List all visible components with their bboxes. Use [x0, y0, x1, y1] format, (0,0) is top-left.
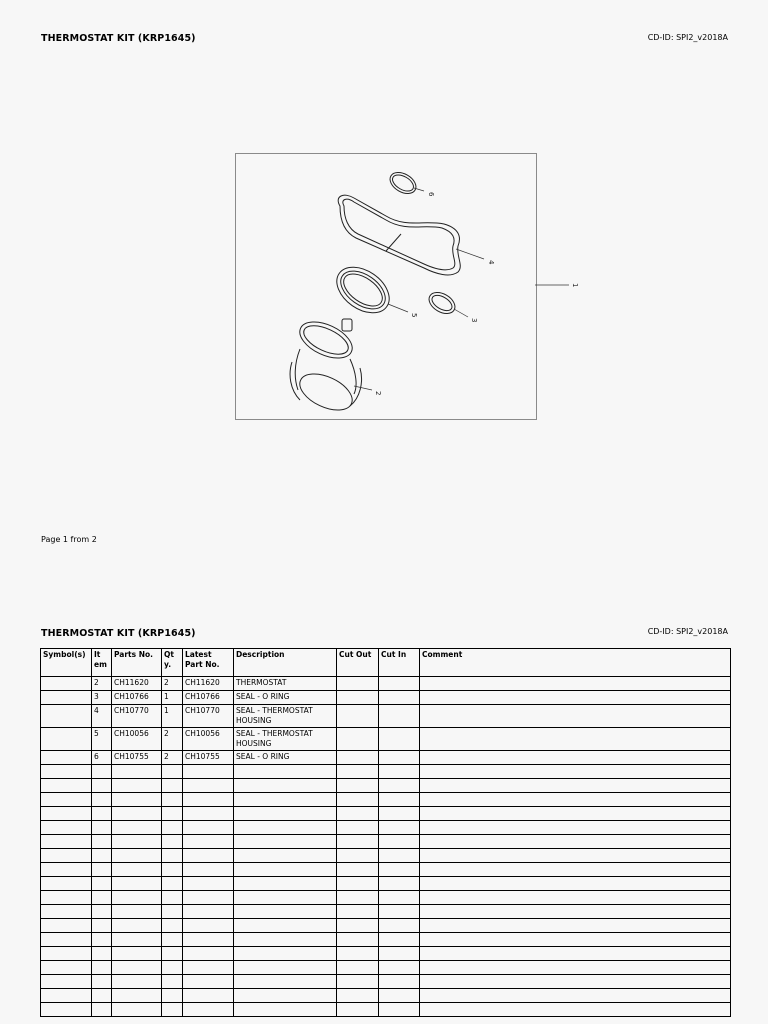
table-cell: CH10770 [183, 705, 234, 728]
table-cell [234, 919, 337, 933]
table-cell [183, 919, 234, 933]
table-cell: CH10056 [112, 728, 162, 751]
col-item: It em [92, 649, 112, 677]
table-cell [92, 975, 112, 989]
table-cell [41, 975, 92, 989]
table-cell [112, 975, 162, 989]
table-cell [92, 919, 112, 933]
table-cell [41, 691, 92, 705]
table-cell [41, 705, 92, 728]
table-cell: CH11620 [112, 677, 162, 691]
table-cell [41, 891, 92, 905]
table-cell [112, 905, 162, 919]
table-cell [379, 891, 420, 905]
table-cell [337, 765, 379, 779]
table-cell [420, 821, 731, 835]
o-ring-item-6 [386, 168, 419, 198]
table-cell [41, 933, 92, 947]
col-symbols: Symbol(s) [41, 649, 92, 677]
table-cell [112, 821, 162, 835]
table-cell [183, 807, 234, 821]
col-comment: Comment [420, 649, 731, 677]
table-cell [379, 691, 420, 705]
table-cell [183, 779, 234, 793]
table-cell [92, 807, 112, 821]
table-cell [183, 877, 234, 891]
table-cell [420, 975, 731, 989]
table-cell [420, 705, 731, 728]
table-row-empty [41, 975, 731, 989]
table-cell [41, 947, 92, 961]
table-cell [234, 989, 337, 1003]
table-cell [92, 863, 112, 877]
table-cell [337, 863, 379, 877]
table-row [41, 728, 731, 751]
col-parts-no: Parts No. [112, 649, 162, 677]
table-cell [183, 835, 234, 849]
table-cell [420, 751, 731, 765]
table-row-empty [41, 821, 731, 835]
table-cell [420, 891, 731, 905]
table-cell [41, 919, 92, 933]
table-row-empty [41, 891, 731, 905]
table-cell [41, 821, 92, 835]
table-cell: SEAL - THERMOSTAT HOUSING [234, 705, 337, 728]
table-cell [183, 975, 234, 989]
table-cell [183, 947, 234, 961]
table-cell [183, 961, 234, 975]
table-cell: 4 [92, 705, 112, 728]
table-cell [337, 877, 379, 891]
table-cell [379, 821, 420, 835]
table-cell [420, 779, 731, 793]
table-cell [379, 975, 420, 989]
table-cell [183, 989, 234, 1003]
callout-5: 5 [410, 313, 418, 318]
table-cell [92, 905, 112, 919]
table-cell [183, 849, 234, 863]
table-cell [162, 891, 183, 905]
col-qty: Qt y. [162, 649, 183, 677]
table-row [41, 691, 731, 705]
table-cell [41, 905, 92, 919]
table-cell [41, 807, 92, 821]
table-cell [41, 961, 92, 975]
table-cell [337, 975, 379, 989]
table-cell: 2 [162, 751, 183, 765]
table-cell [112, 947, 162, 961]
table-cell [379, 1003, 420, 1017]
table-cell [92, 891, 112, 905]
table-cell [420, 961, 731, 975]
table-cell [41, 877, 92, 891]
table-row-empty [41, 905, 731, 919]
page-number: Page 1 from 2 [41, 535, 97, 544]
table-cell: 3 [92, 691, 112, 705]
col-cut-out: Cut Out [337, 649, 379, 677]
table-row-empty [41, 877, 731, 891]
table-cell [162, 877, 183, 891]
table-cell [162, 905, 183, 919]
table-cell: 1 [162, 705, 183, 728]
col-description: Description [234, 649, 337, 677]
table-cell [337, 751, 379, 765]
table-cell [234, 849, 337, 863]
table-cell [337, 793, 379, 807]
table-cell [41, 863, 92, 877]
table-cell [420, 807, 731, 821]
table-cell [41, 835, 92, 849]
callout-2: 2 [374, 391, 382, 396]
table-cell [234, 1003, 337, 1017]
table-row-empty [41, 807, 731, 821]
table-cell [379, 705, 420, 728]
table-cell: 2 [162, 677, 183, 691]
table-cell [379, 933, 420, 947]
table-cell [112, 849, 162, 863]
table-cell [92, 933, 112, 947]
callout-6: 6 [427, 192, 435, 197]
table-cell [41, 849, 92, 863]
table-cell [234, 947, 337, 961]
table-cell [92, 821, 112, 835]
table-row-empty [41, 779, 731, 793]
table-cell [183, 905, 234, 919]
table-cell [420, 863, 731, 877]
o-ring-item-3 [425, 288, 458, 318]
table-cell [337, 891, 379, 905]
thermostat-item-2 [290, 315, 361, 418]
table-cell [41, 779, 92, 793]
table-cell [112, 1003, 162, 1017]
table-cell [379, 989, 420, 1003]
table-cell: CH10766 [183, 691, 234, 705]
table-row-empty [41, 1003, 731, 1017]
table-cell [337, 677, 379, 691]
table-cell [234, 863, 337, 877]
table-cell [420, 1003, 731, 1017]
table-cell [420, 849, 731, 863]
table-cell [112, 835, 162, 849]
table-row-empty [41, 933, 731, 947]
table-cell [337, 989, 379, 1003]
table-cell [379, 905, 420, 919]
table-cell [41, 793, 92, 807]
table-cell: CH10755 [183, 751, 234, 765]
table-row-empty [41, 961, 731, 975]
table-row-empty [41, 835, 731, 849]
table-cell [162, 975, 183, 989]
table-cell: CH10056 [183, 728, 234, 751]
table-cell [234, 877, 337, 891]
table-cell [183, 793, 234, 807]
table-cell [379, 849, 420, 863]
table-cell [92, 877, 112, 891]
table-cell [337, 919, 379, 933]
table-cell: 1 [162, 691, 183, 705]
table-row-empty [41, 765, 731, 779]
table-cell [162, 779, 183, 793]
col-cut-in: Cut In [379, 649, 420, 677]
table-cell [92, 849, 112, 863]
table-cell [162, 849, 183, 863]
table-cell [92, 961, 112, 975]
table-cell [92, 793, 112, 807]
table-row-empty [41, 919, 731, 933]
table-cell [162, 1003, 183, 1017]
table-cell [337, 961, 379, 975]
table-cell [234, 961, 337, 975]
table-cell [379, 947, 420, 961]
table-cell [41, 989, 92, 1003]
table-cell: 6 [92, 751, 112, 765]
table-cell [420, 947, 731, 961]
table-cell [337, 835, 379, 849]
table-cell [234, 905, 337, 919]
table-cell: CH10766 [112, 691, 162, 705]
table-cell [183, 1003, 234, 1017]
table-cell [112, 891, 162, 905]
table-cell [420, 877, 731, 891]
table-cell [420, 728, 731, 751]
table-cell: 2 [162, 728, 183, 751]
table-cell [92, 765, 112, 779]
table-cell [337, 807, 379, 821]
table-cell [41, 765, 92, 779]
table-cell [92, 779, 112, 793]
table-cell [337, 933, 379, 947]
table-cell [234, 933, 337, 947]
table-cell [41, 728, 92, 751]
housing-seal-item-4 [338, 195, 460, 275]
table-row-empty [41, 989, 731, 1003]
table-row-empty [41, 863, 731, 877]
table-cell [162, 989, 183, 1003]
table-row [41, 677, 731, 691]
table-cell [41, 1003, 92, 1017]
table-cell [379, 779, 420, 793]
table-cell [379, 765, 420, 779]
table-cell: CH10770 [112, 705, 162, 728]
table-cell [337, 1003, 379, 1017]
table-cell [162, 961, 183, 975]
table-cell [162, 765, 183, 779]
table-cell [162, 863, 183, 877]
table-cell [92, 947, 112, 961]
table-cell [162, 807, 183, 821]
table-header-row [41, 649, 731, 677]
table-cell [183, 891, 234, 905]
table-cell [379, 793, 420, 807]
table-cell [379, 877, 420, 891]
table-cell [379, 919, 420, 933]
table-cell [337, 779, 379, 793]
table-cell [92, 989, 112, 1003]
table-cell [112, 919, 162, 933]
table-cell [112, 961, 162, 975]
table-cell [183, 765, 234, 779]
table-cell [234, 779, 337, 793]
table-cell [234, 975, 337, 989]
table-cell [420, 835, 731, 849]
table-cell [379, 961, 420, 975]
table-cell [162, 835, 183, 849]
table-cell [420, 691, 731, 705]
table-cell [162, 947, 183, 961]
table-cell: 2 [92, 677, 112, 691]
table-cell: 5 [92, 728, 112, 751]
table-cell [337, 849, 379, 863]
callout-1: 1 [571, 283, 579, 288]
table-cell [234, 821, 337, 835]
cd-id-label: CD-ID: SPI2_v2018A [647, 33, 728, 42]
table-row [41, 705, 731, 728]
table-cell [420, 905, 731, 919]
table-cell [379, 728, 420, 751]
callout-3: 3 [470, 318, 478, 323]
table-cell [112, 779, 162, 793]
table-cell [112, 863, 162, 877]
table-cell [337, 705, 379, 728]
table-row [41, 751, 731, 765]
table-cell: CH11620 [183, 677, 234, 691]
callout-4: 4 [487, 260, 495, 265]
callout-1-leader [535, 280, 585, 292]
table-cell [379, 751, 420, 765]
table-cell [420, 677, 731, 691]
table-cell [234, 765, 337, 779]
table-cell [379, 677, 420, 691]
table-cell [337, 728, 379, 751]
table-cell [234, 807, 337, 821]
table-cell [337, 691, 379, 705]
thermostat-seal-item-5 [328, 258, 397, 322]
table-cell [234, 835, 337, 849]
table-row-empty [41, 793, 731, 807]
table-row-empty [41, 849, 731, 863]
table-cell [337, 947, 379, 961]
table-cell [379, 835, 420, 849]
table-cell [41, 751, 92, 765]
table-cell [337, 821, 379, 835]
table-cell [112, 807, 162, 821]
table-cell [379, 807, 420, 821]
table-cell [162, 821, 183, 835]
table-cell [183, 863, 234, 877]
table-cell [112, 989, 162, 1003]
col-latest-part-no: Latest Part No. [183, 649, 234, 677]
table-cell [420, 765, 731, 779]
table-cell [183, 821, 234, 835]
table-cell: THERMOSTAT [234, 677, 337, 691]
table-row-empty [41, 947, 731, 961]
page-title: THERMOSTAT KIT (KRP1645) [41, 33, 196, 44]
table-cell [234, 891, 337, 905]
table-cell [112, 765, 162, 779]
parts-table [40, 648, 731, 1017]
table-cell [420, 989, 731, 1003]
table-cell: SEAL - O RING [234, 751, 337, 765]
table-cell [420, 919, 731, 933]
table-cell [234, 793, 337, 807]
thermostat-kit-drawing [236, 154, 536, 419]
parts-diagram [235, 153, 537, 420]
table-cell [183, 933, 234, 947]
table-cell [112, 933, 162, 947]
table-cell [162, 919, 183, 933]
page-title-2: THERMOSTAT KIT (KRP1645) [41, 628, 196, 639]
table-cell [112, 877, 162, 891]
cd-id-label-2: CD-ID: SPI2_v2018A [647, 627, 728, 636]
table-cell [162, 933, 183, 947]
table-cell: SEAL - THERMOSTAT HOUSING [234, 728, 337, 751]
table-cell [337, 905, 379, 919]
table-cell [162, 793, 183, 807]
table-cell [420, 933, 731, 947]
table-cell [112, 793, 162, 807]
table-cell: CH10755 [112, 751, 162, 765]
table-cell: SEAL - O RING [234, 691, 337, 705]
table-cell [92, 835, 112, 849]
table-cell [379, 863, 420, 877]
table-cell [41, 677, 92, 691]
table-cell [420, 793, 731, 807]
table-cell [92, 1003, 112, 1017]
